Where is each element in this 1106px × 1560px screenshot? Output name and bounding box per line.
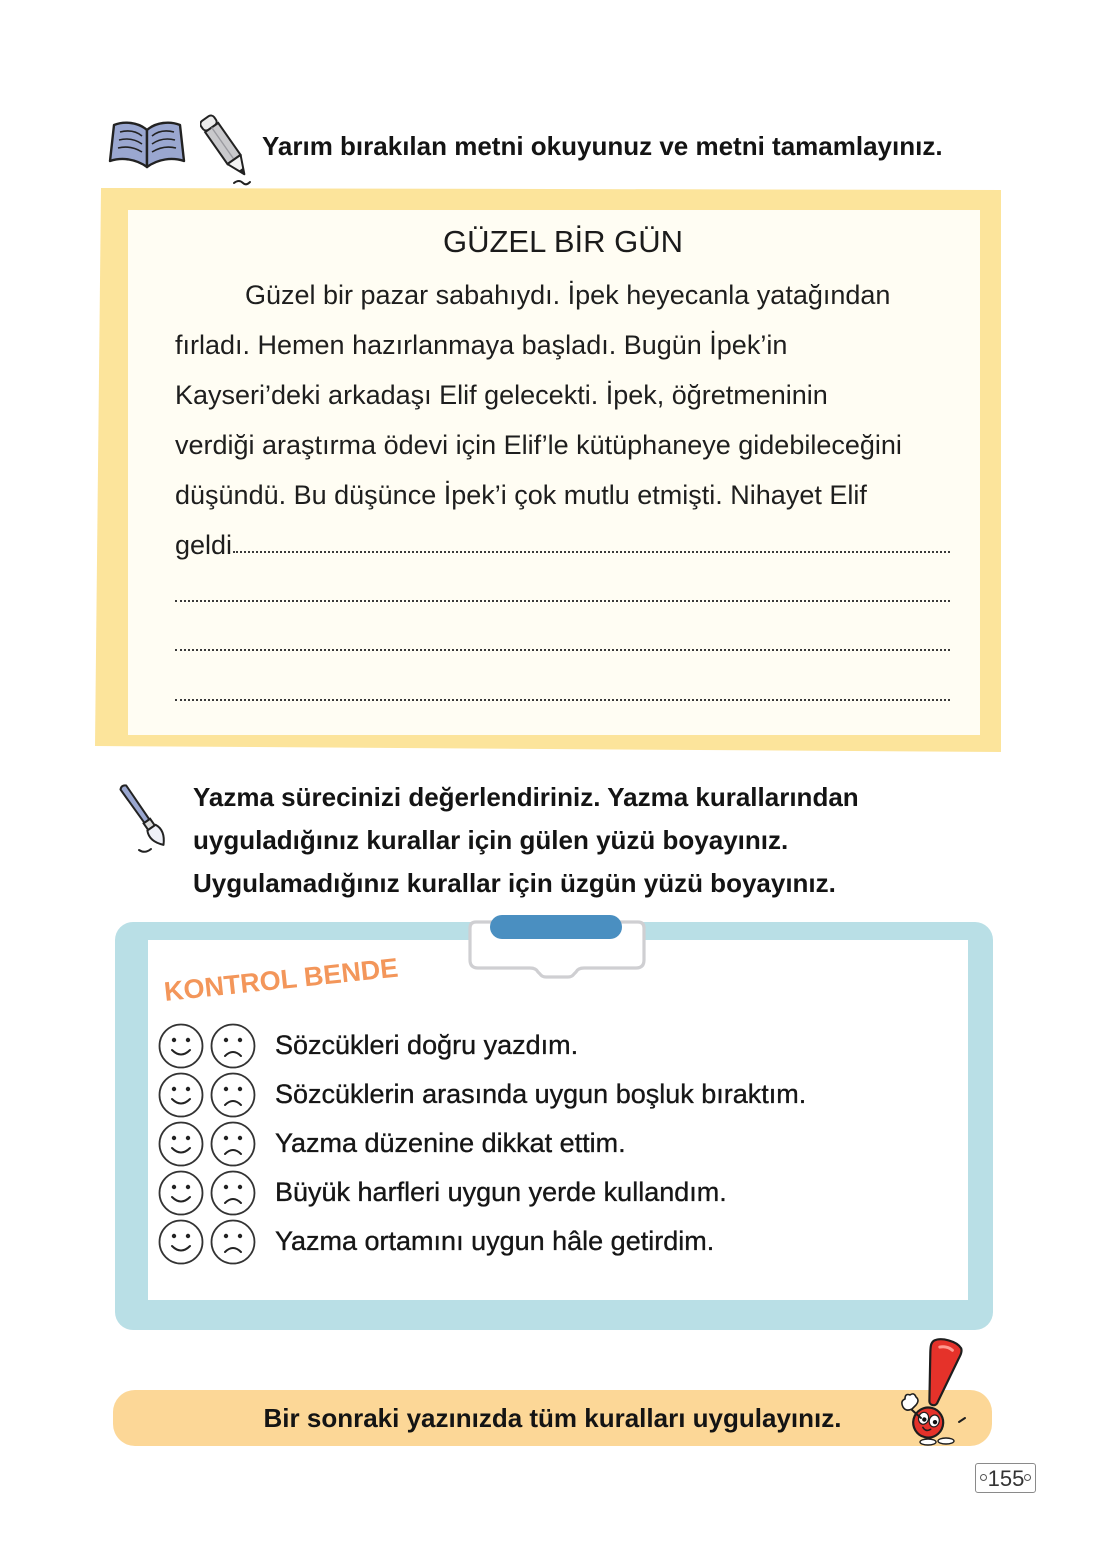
checklist-row: [158, 1021, 806, 1070]
checklist-item-text: Yazma ortamını uygun hâle getirdim.: [275, 1226, 715, 1256]
story-line: düşündü. Bu düşünce İpek’i çok mutlu etmişti. Nihayet Elif: [175, 480, 867, 510]
story-line: Kayseri’deki arkadaşı Elif gelecekti. İpek, öğretmeninin: [175, 380, 828, 410]
smiley-face-icon[interactable]: [158, 1170, 204, 1216]
smiley-face-icon[interactable]: [158, 1121, 204, 1167]
sad-face-icon[interactable]: [210, 1121, 256, 1167]
checklist-item-text: Sözcüklerin arasında uygun boşluk bıraktım.: [275, 1079, 807, 1109]
pencil-icon: [200, 108, 252, 188]
sad-face-icon[interactable]: [210, 1072, 256, 1118]
checklist-item-text: Yazma düzenine dikkat ettim.: [275, 1128, 626, 1158]
paintbrush-icon: [113, 778, 175, 856]
checklist-row: [158, 1070, 806, 1119]
checklist-row: [158, 1217, 806, 1266]
sad-face-icon[interactable]: [210, 1023, 256, 1069]
page-number: 155: [987, 1466, 1025, 1491]
story-line: geldi: [175, 530, 233, 560]
writing-line[interactable]: [175, 649, 950, 651]
sad-face-icon[interactable]: [210, 1219, 256, 1265]
story-title: GÜZEL BİR GÜN: [443, 224, 683, 259]
smiley-face-icon[interactable]: [158, 1072, 204, 1118]
writing-line[interactable]: [175, 699, 950, 701]
writing-line[interactable]: [175, 600, 950, 602]
checklist-row: [158, 1119, 806, 1168]
checklist-item-text: Sözcükleri doğru yazdım.: [275, 1030, 579, 1060]
story-text: [175, 270, 965, 570]
evaluation-instruction: [193, 776, 859, 905]
smiley-face-icon[interactable]: [158, 1023, 204, 1069]
story-line: Güzel bir pazar sabahıydı. İpek heyecanla yatağından: [245, 280, 891, 310]
evaluation-instruction-line: uyguladığınız kurallar için gülen yüzü boyayınız.: [193, 825, 789, 855]
evaluation-instruction-line: Yazma sürecinizi değerlendiriniz. Yazma kurallarından: [193, 782, 859, 812]
writing-line[interactable]: [233, 551, 950, 553]
checklist: [158, 1021, 806, 1266]
evaluation-instruction-line: Uygulamadığınız kurallar için üzgün yüzü boyayınız.: [193, 868, 836, 898]
clipboard-clip-bar: [490, 915, 622, 939]
sad-face-icon[interactable]: [210, 1170, 256, 1216]
exclamation-mascot-icon: [888, 1336, 972, 1446]
checklist-label: KONTROL BENDE: [162, 952, 400, 1008]
tip-text: Bir sonraki yazınızda tüm kuralları uygulayınız.: [263, 1403, 842, 1433]
story-line: verdiği araştırma ödevi için Elif’le kütüphaneye gidebileceğini: [175, 430, 902, 460]
reading-instruction: Yarım bırakılan metni okuyunuz ve metni tamamlayınız.: [262, 131, 943, 161]
story-line: fırladı. Hemen hazırlanmaya başladı. Bugün İpek’in: [175, 330, 788, 360]
checklist-item-text: Büyük harfleri uygun yerde kullandım.: [275, 1177, 727, 1207]
open-book-icon: [108, 116, 186, 172]
smiley-face-icon[interactable]: [158, 1219, 204, 1265]
checklist-row: [158, 1168, 806, 1217]
